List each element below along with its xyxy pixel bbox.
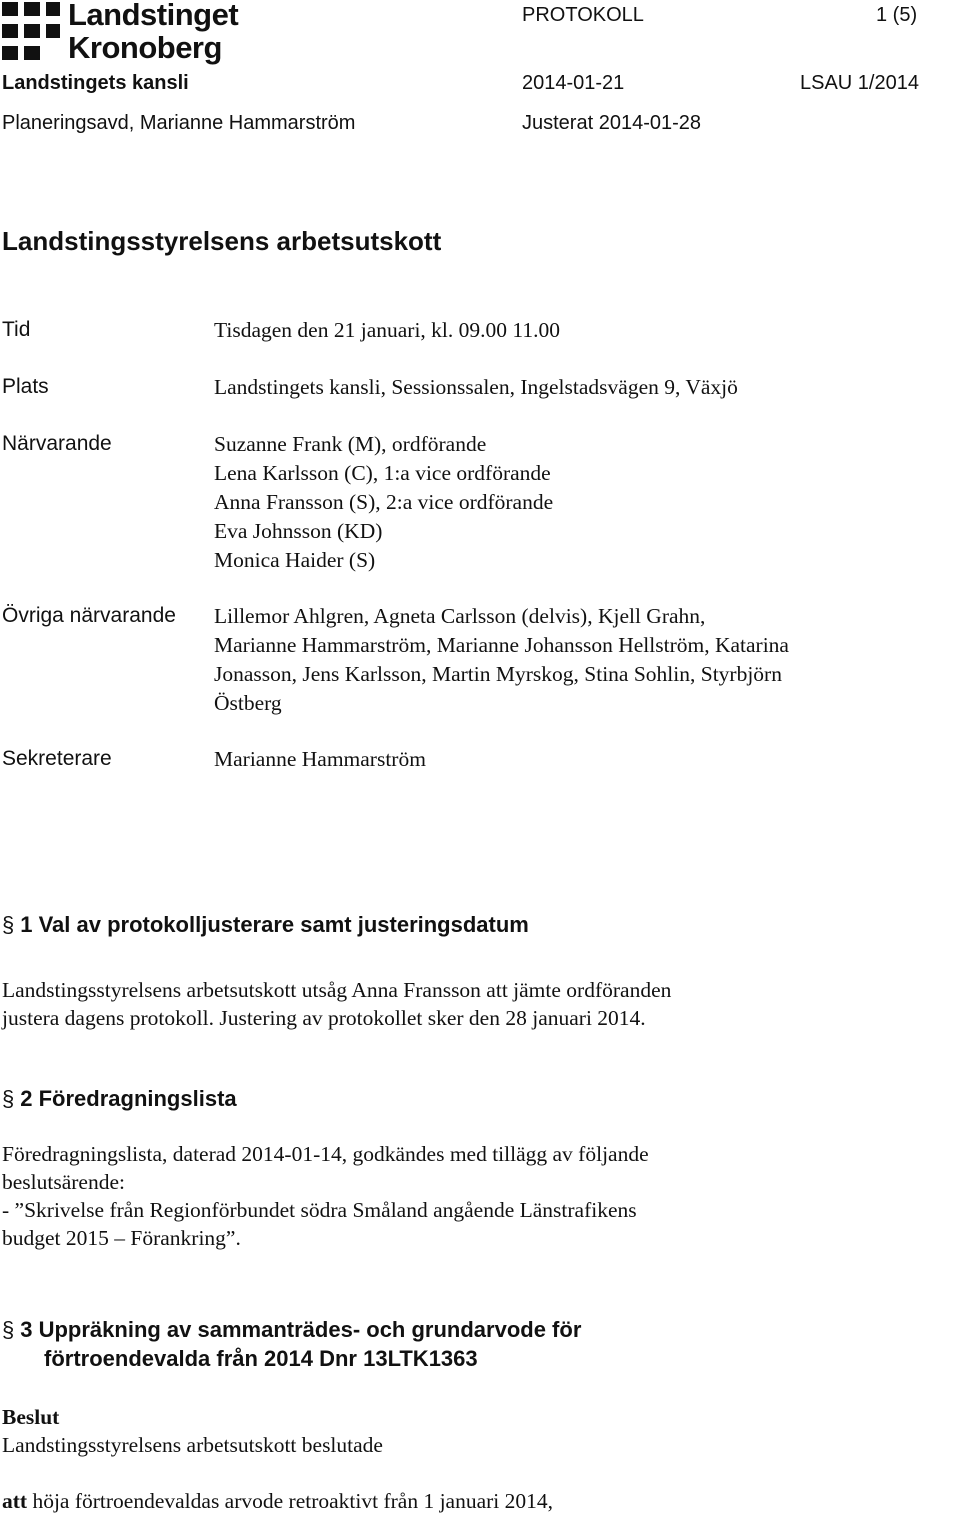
plats-value: Landstingets kansli, Sessionssalen, Ingelstadsvägen 9, Växjö	[214, 375, 738, 399]
list-item: Eva Johnsson (KD)	[214, 519, 383, 543]
sekreterare-value: Marianne Hammarström	[214, 747, 426, 771]
section-2-title: 2 Föredragningslista	[20, 1086, 237, 1111]
att-word: att	[2, 1489, 28, 1513]
section-2-heading	[2, 1086, 237, 1112]
meeting-date: 2014-01-21	[522, 72, 625, 94]
section-1-title: 1 Val av protokolljusterare samt justeringsdatum	[20, 912, 529, 937]
logo-line2: Kronoberg	[68, 30, 222, 65]
protocol-ref: LSAU 1/2014	[800, 72, 919, 94]
paragraph-line: Föredragningslista, daterad 2014-01-14, godkändes med tillägg av följande	[2, 1142, 649, 1166]
paragraph-line: beslutsärende:	[2, 1170, 125, 1194]
narvarande-list	[214, 430, 553, 575]
org-name: Landstingets kansli	[2, 72, 189, 94]
plats-label: Plats	[2, 375, 49, 398]
att-clause	[2, 1487, 553, 1515]
tid-label: Tid	[2, 318, 31, 341]
narvarande-label: Närvarande	[2, 432, 112, 455]
beslut-label: Beslut	[2, 1405, 60, 1429]
list-item: Östberg	[214, 691, 282, 715]
paragraph-line: - ”Skrivelse från Regionförbundet södra Småland angående Länstrafikens	[2, 1198, 637, 1222]
list-item: Suzanne Frank (M), ordförande	[214, 432, 487, 456]
paragraph-line: Landstingsstyrelsens arbetsutskott utsåg Anna Fransson att jämte ordföranden	[2, 978, 672, 1002]
att-text: höja förtroendevaldas arvode retroaktivt från 1 januari 2014,	[27, 1489, 554, 1513]
adjusted-date: Justerat 2014-01-28	[522, 112, 702, 134]
logo-line1: Landstinget	[68, 0, 239, 32]
section-symbol: §	[2, 1086, 15, 1111]
ovriga-list	[214, 602, 789, 718]
doc-type: PROTOKOLL	[522, 4, 644, 26]
section-symbol: §	[2, 912, 15, 937]
beslut-text: Landstingsstyrelsens arbetsutskott beslutade	[2, 1433, 383, 1457]
section-3-title-line2: förtroendevalda från 2014 Dnr 13LTK1363	[44, 1346, 478, 1371]
list-item: Monica Haider (S)	[214, 548, 376, 572]
paragraph-line: justera dagens protokoll. Justering av protokollet sker den 28 januari 2014.	[2, 1006, 646, 1030]
logo-squares-icon	[2, 2, 62, 64]
list-item: Lena Karlsson (C), 1:a vice ordförande	[214, 461, 551, 485]
section-1-heading	[2, 912, 529, 938]
section-symbol: §	[2, 1317, 15, 1342]
department: Planeringsavd, Marianne Hammarström	[2, 112, 356, 134]
list-item: Jonasson, Jens Karlsson, Martin Myrskog, Stina Sohlin, Styrbjörn	[214, 662, 782, 686]
section-1-body	[2, 976, 671, 1032]
list-item: Lillemor Ahlgren, Agneta Carlsson (delvis), Kjell Grahn,	[214, 604, 706, 628]
section-3-title-line1: 3 Uppräkning av sammanträdes- och grundarvode för	[20, 1317, 582, 1342]
sekreterare-label: Sekreterare	[2, 747, 112, 770]
list-item: Marianne Hammarström, Marianne Johansson Hellström, Katarina	[214, 633, 789, 657]
ovriga-label: Övriga närvarande	[2, 604, 176, 627]
section-3-heading	[2, 1317, 581, 1343]
list-item: Anna Fransson (S), 2:a vice ordförande	[214, 490, 554, 514]
page-number: 1 (5)	[876, 4, 918, 26]
logo	[2, 0, 260, 68]
paragraph-line: budget 2015 – Förankring”.	[2, 1226, 241, 1250]
section-2-body	[2, 1140, 649, 1252]
tid-value: Tisdagen den 21 januari, kl. 09.00 11.00	[214, 318, 560, 342]
page-title: Landstingsstyrelsens arbetsutskott	[2, 226, 442, 256]
